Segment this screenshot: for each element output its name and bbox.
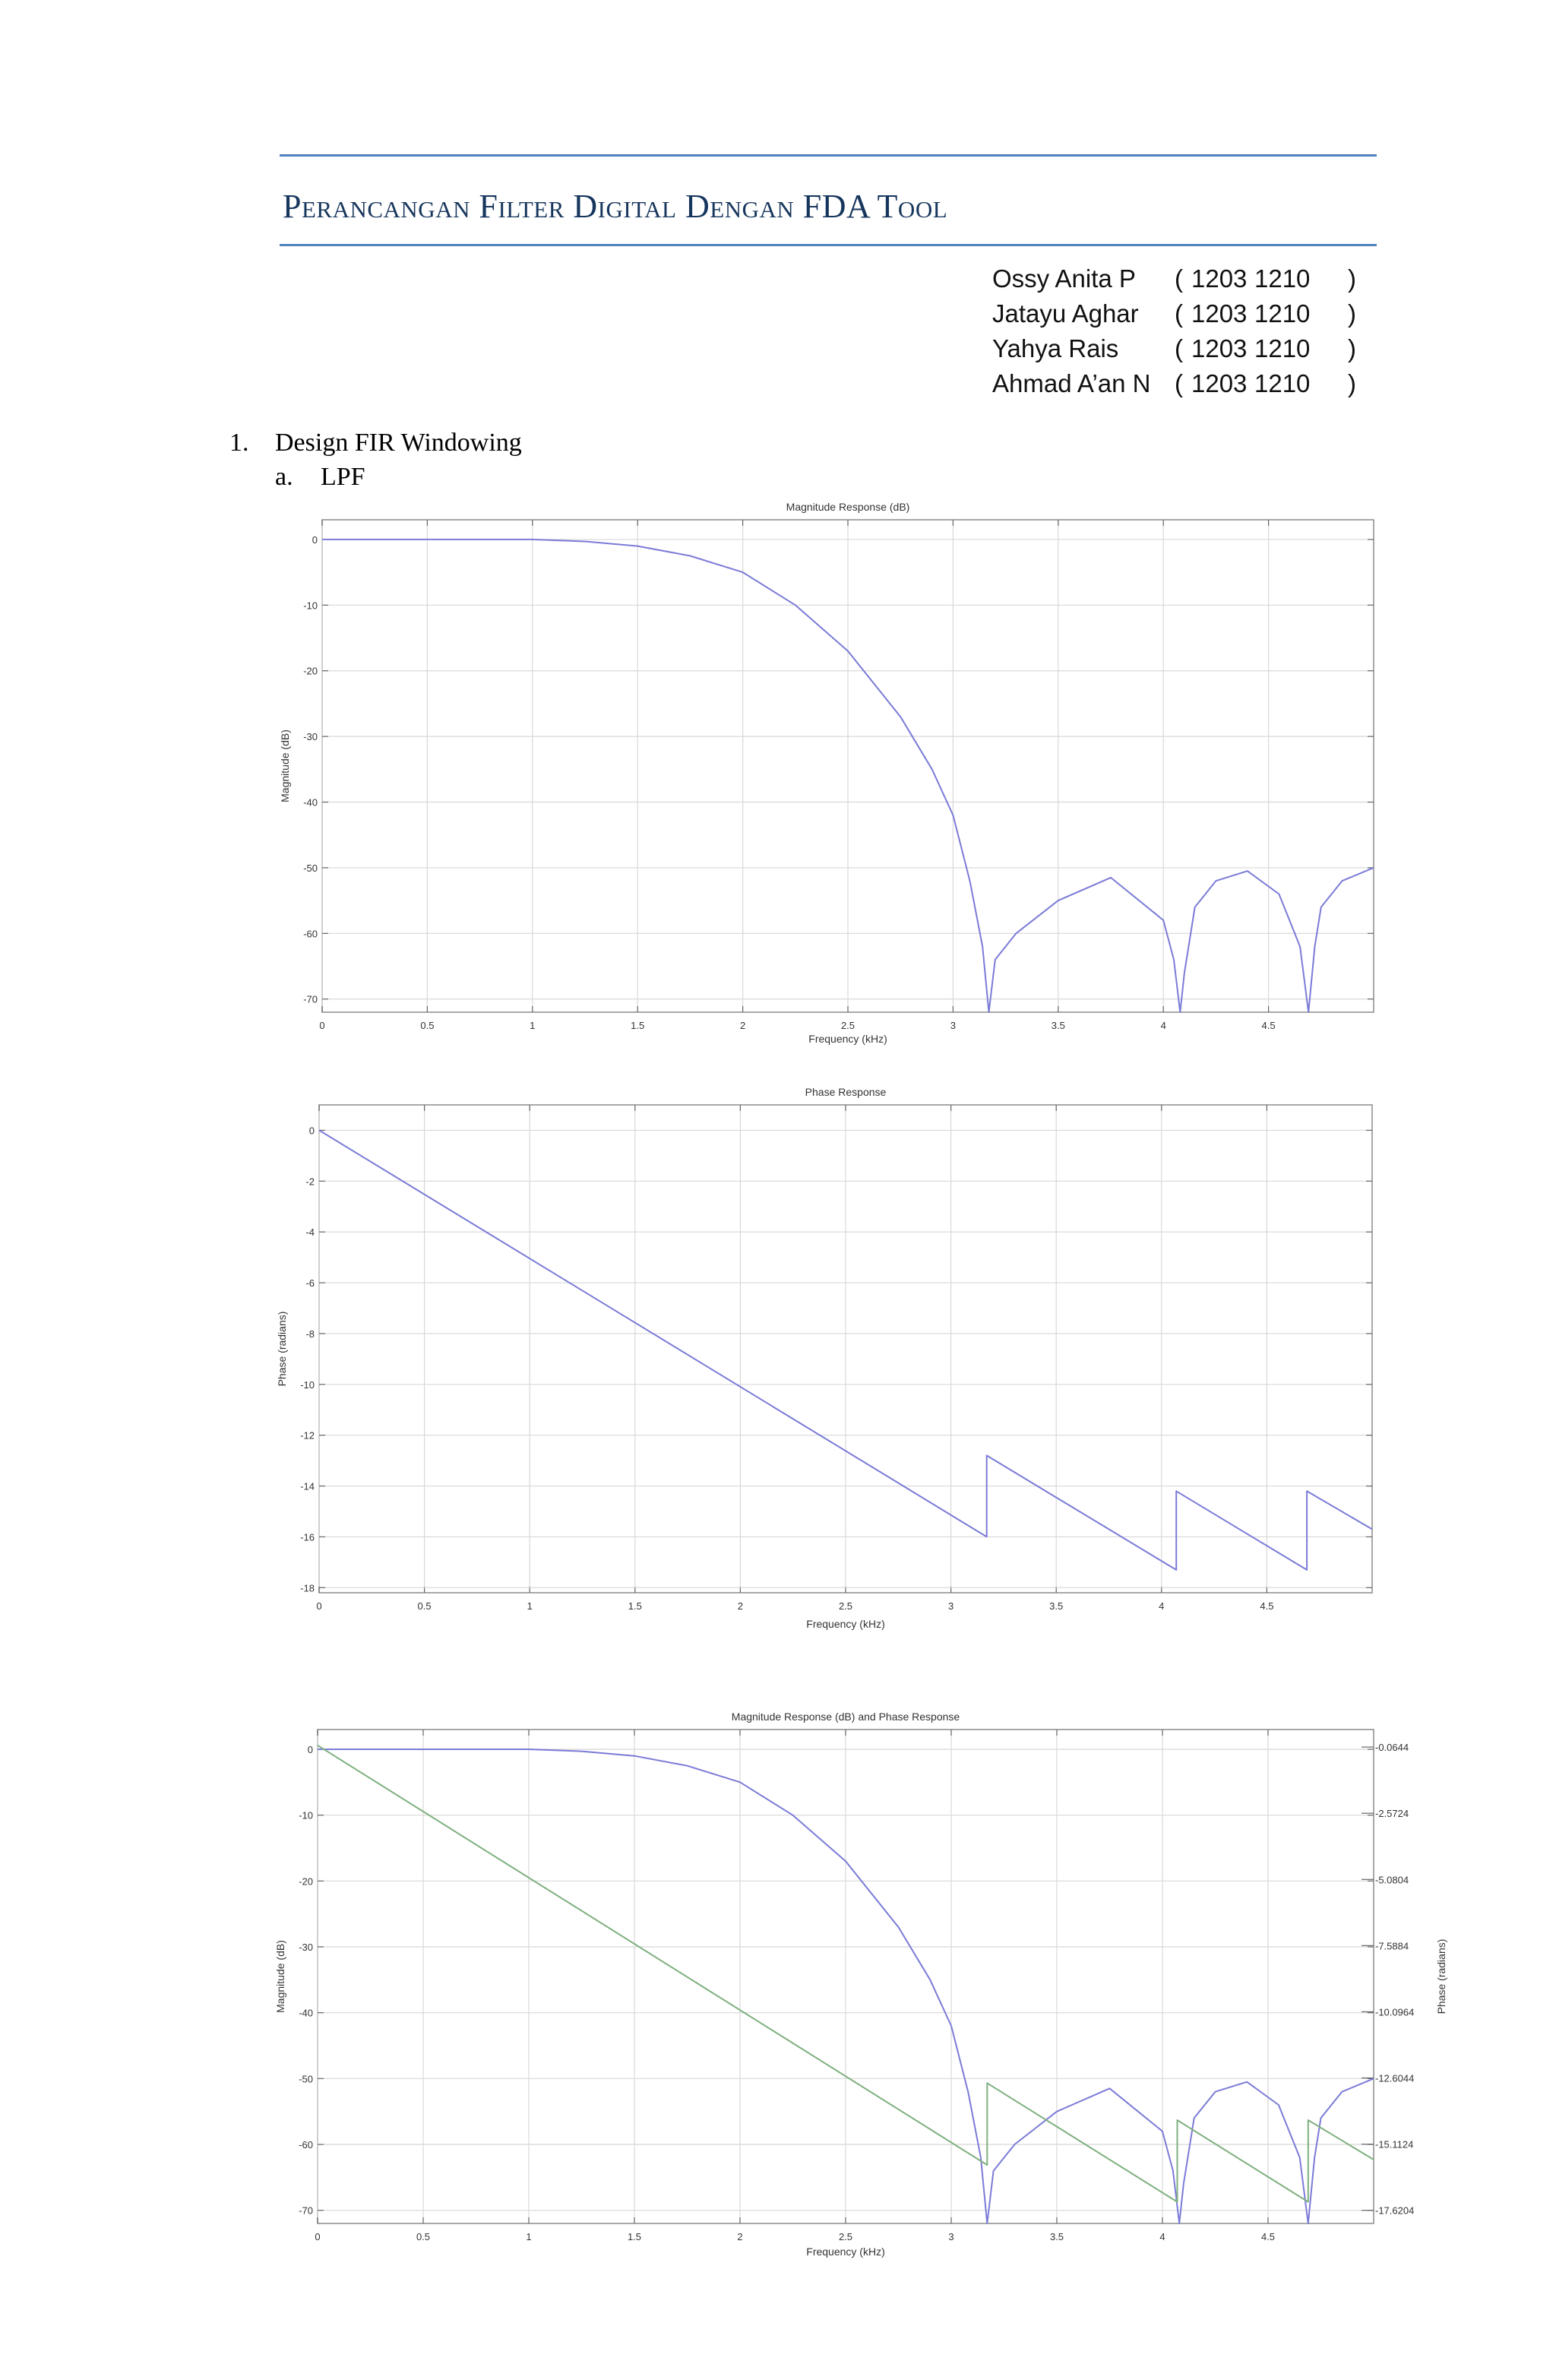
y-tick-label: -10 xyxy=(300,1378,315,1391)
x-tick-label: 3.5 xyxy=(1049,2231,1064,2242)
x-tick-label: 3 xyxy=(948,2231,954,2242)
y2-tick-label: -10.0964 xyxy=(1375,2006,1415,2018)
y-tick-label: -10 xyxy=(303,600,318,612)
x-tick-label: 2 xyxy=(737,2231,743,2242)
y-tick-label: -20 xyxy=(303,665,318,677)
x-tick-label: 1 xyxy=(530,1020,536,1031)
x-tick-label: 3.5 xyxy=(1051,1020,1065,1031)
y-tick-label: 0 xyxy=(308,1125,315,1137)
x-axis-label: Frequency (kHz) xyxy=(806,1618,885,1630)
author-paren-open: ( xyxy=(1175,369,1183,397)
y2-tick-label: -0.0644 xyxy=(1375,1742,1409,1754)
x-tick-label: 4 xyxy=(1159,1600,1165,1612)
author-nim-part: 1203 xyxy=(1191,369,1248,397)
document-title: Perancangan Filter Digital Dengan FDA Tool xyxy=(283,188,948,225)
y-tick-label: -2 xyxy=(305,1176,315,1188)
magnitude-phase-response-chart xyxy=(0,1702,1556,2280)
y-tick-label: -6 xyxy=(305,1277,315,1290)
x-tick-label: 0.5 xyxy=(417,1600,432,1612)
y-tick-label: -12 xyxy=(300,1429,315,1442)
chart-title: Magnitude Response (dB) xyxy=(786,501,910,513)
chart-title: Magnitude Response (dB) and Phase Response xyxy=(731,1711,960,1723)
y-tick-label: -40 xyxy=(303,796,318,809)
author-paren-close: ) xyxy=(1348,369,1356,397)
x-tick-label: 0.5 xyxy=(416,2231,431,2242)
y-tick-label: -18 xyxy=(300,1582,315,1594)
y-tick-label: -60 xyxy=(303,928,318,940)
y-tick-label: -70 xyxy=(299,2204,313,2217)
subsection-heading: LPF xyxy=(321,463,365,491)
x-tick-label: 1 xyxy=(527,1600,533,1612)
author-paren-open: ( xyxy=(1175,334,1183,362)
x-tick-label: 0 xyxy=(316,1600,322,1612)
x-tick-label: 4 xyxy=(1160,1020,1166,1031)
header-rule-top xyxy=(280,154,1377,157)
x-tick-label: 2 xyxy=(739,1020,746,1031)
y-axis-label: Magnitude (dB) xyxy=(274,1940,286,2013)
section-heading: Design FIR Windowing xyxy=(275,429,522,457)
x-tick-label: 2.5 xyxy=(838,2231,853,2242)
author-name: Ahmad A’an N xyxy=(992,369,1151,397)
x-tick-label: 0.5 xyxy=(420,1020,435,1031)
x-tick-label: 4 xyxy=(1159,2231,1165,2242)
x-axis-label: Frequency (kHz) xyxy=(806,2245,885,2258)
author-paren-open: ( xyxy=(1175,299,1183,328)
y-axis-label: Phase (radians) xyxy=(276,1311,288,1387)
y2-tick-label: -12.6044 xyxy=(1375,2072,1415,2084)
x-tick-label: 3.5 xyxy=(1049,1600,1064,1612)
author-paren-close: ) xyxy=(1348,334,1356,362)
y-tick-label: -40 xyxy=(299,2007,313,2019)
y-tick-label: -14 xyxy=(300,1480,315,1492)
x-tick-label: 0 xyxy=(315,2231,321,2242)
author-nim-part: 1210 xyxy=(1254,299,1311,328)
x-tick-label: 1.5 xyxy=(628,1600,642,1612)
x-tick-label: 2 xyxy=(737,1600,744,1612)
y2-axis-label: Phase (radians) xyxy=(1435,1938,1447,2014)
author-paren-open: ( xyxy=(1175,264,1183,293)
chart-title: Phase Response xyxy=(805,1086,887,1098)
author-paren-close: ) xyxy=(1348,264,1356,293)
x-tick-label: 2.5 xyxy=(840,1020,855,1031)
y-tick-label: -8 xyxy=(305,1328,315,1340)
y2-tick-label: -5.0804 xyxy=(1375,1874,1409,1886)
y-tick-label: -60 xyxy=(299,2139,313,2151)
y-tick-label: -30 xyxy=(303,731,318,743)
author-nim-part: 1203 xyxy=(1191,264,1248,293)
x-tick-label: 4.5 xyxy=(1260,2231,1276,2242)
author-name: Jatayu Aghar xyxy=(992,299,1139,328)
y-tick-label: -50 xyxy=(299,2073,313,2085)
y2-tick-label: -15.1124 xyxy=(1375,2138,1414,2151)
x-tick-label: 3 xyxy=(950,1020,957,1031)
y-tick-label: -16 xyxy=(300,1531,315,1543)
x-tick-label: 2.5 xyxy=(838,1600,853,1612)
x-tick-label: 0 xyxy=(319,1020,325,1031)
x-tick-label: 4.5 xyxy=(1261,1020,1276,1031)
y2-tick-label: -7.5884 xyxy=(1375,1940,1409,1952)
author-paren-close: ) xyxy=(1348,299,1356,328)
y-tick-label: -20 xyxy=(299,1875,313,1888)
author-nim-part: 1203 xyxy=(1191,334,1248,362)
y-tick-label: -70 xyxy=(303,993,318,1005)
x-tick-label: 1.5 xyxy=(631,1020,645,1031)
author-nim-part: 1210 xyxy=(1254,264,1311,293)
y-tick-label: -10 xyxy=(299,1809,313,1821)
y-tick-label: 0 xyxy=(307,1744,313,1755)
x-tick-label: 3 xyxy=(947,1600,954,1612)
x-tick-label: 4.5 xyxy=(1260,1600,1274,1612)
phase-response-chart xyxy=(0,1079,1556,1641)
x-axis-label: Frequency (kHz) xyxy=(808,1033,887,1045)
x-tick-label: 1 xyxy=(526,2231,532,2242)
magnitude-response-chart xyxy=(0,494,1556,1056)
author-name: Yahya Rais xyxy=(992,334,1119,362)
author-nim-part: 1203 xyxy=(1191,299,1248,328)
y-tick-label: -50 xyxy=(303,862,318,874)
y-tick-label: -4 xyxy=(305,1226,315,1239)
author-nim-part: 1210 xyxy=(1254,369,1311,397)
author-nim-part: 1210 xyxy=(1254,334,1311,362)
y-tick-label: -30 xyxy=(299,1942,313,1953)
y2-tick-label: -17.6204 xyxy=(1375,2204,1415,2217)
section-number: 1. xyxy=(229,429,249,457)
author-name: Ossy Anita P xyxy=(992,264,1136,293)
x-tick-label: 1.5 xyxy=(627,2231,642,2242)
y-tick-label: 0 xyxy=(312,533,318,546)
y2-tick-label: -2.5724 xyxy=(1375,1808,1409,1820)
subsection-letter: a. xyxy=(275,463,293,491)
y-axis-label: Magnitude (dB) xyxy=(279,730,291,802)
header-rule-bottom xyxy=(280,244,1377,246)
